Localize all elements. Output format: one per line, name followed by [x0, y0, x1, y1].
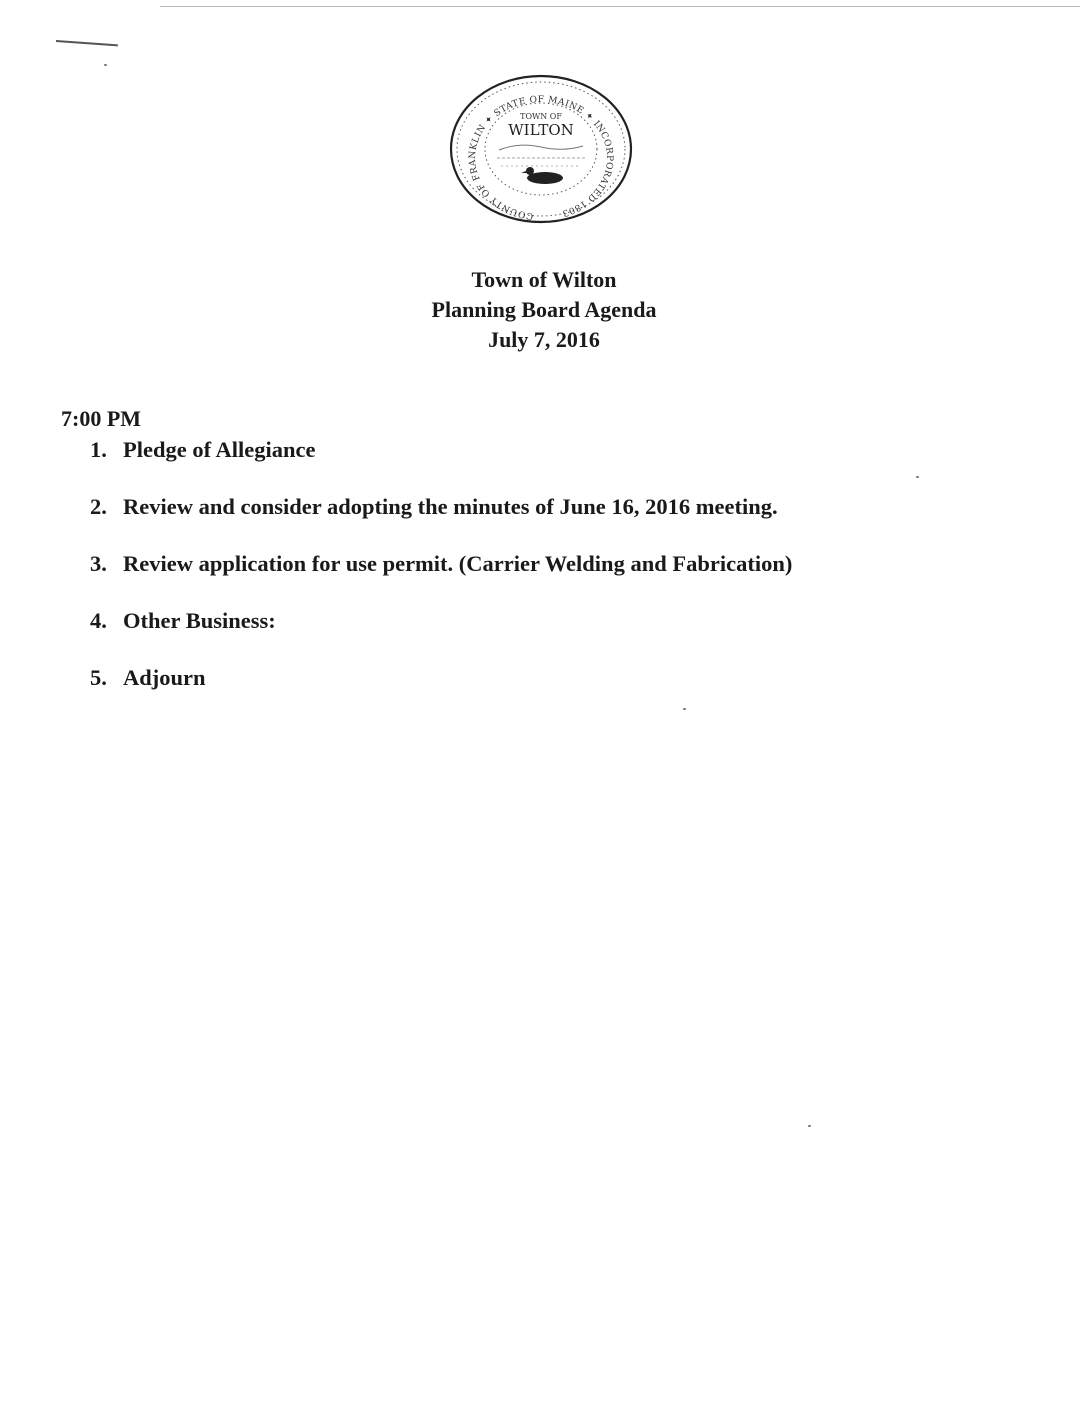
agenda-item-text: Other Business:: [123, 608, 276, 633]
header-date: July 7, 2016: [488, 327, 600, 352]
seal-town-of: TOWN OF: [520, 112, 562, 121]
document-header: [0, 265, 1088, 355]
loon-icon: [521, 167, 563, 184]
scan-speck: [104, 64, 107, 66]
agenda-item-number: 3.: [90, 551, 107, 576]
agenda-item-text: Review application for use permit. (Carrier Welding and Fabrication): [123, 551, 793, 576]
agenda-item-text: Adjourn: [123, 665, 206, 690]
agenda-item-text: Pledge of Allegiance: [123, 437, 316, 462]
town-seal: [449, 74, 633, 224]
seal-town-name: WILTON: [508, 121, 574, 139]
agenda-item-number: 1.: [90, 437, 107, 462]
agenda-item-number: 4.: [90, 608, 107, 633]
seal-outer-text: COUNTY OF FRANKLIN ✦ STATE OF MAINE ✦ INCORPORATED 1803: [467, 94, 615, 221]
agenda-item-number: 5.: [90, 665, 107, 690]
agenda-item-number: 2.: [90, 494, 107, 519]
agenda-list: [90, 435, 792, 720]
agenda-item: [90, 606, 792, 663]
agenda-item: [90, 435, 792, 492]
meeting-time: 7:00 PM: [61, 406, 142, 431]
header-town: Town of Wilton: [471, 267, 617, 292]
scan-speck: [808, 1125, 811, 1127]
scan-mark: [56, 40, 118, 46]
agenda-item: [90, 663, 792, 720]
agenda-item: [90, 492, 792, 549]
header-board: Planning Board Agenda: [431, 297, 657, 322]
scan-edge-line: [160, 6, 1080, 7]
town-seal-graphic: [449, 74, 633, 224]
agenda-item: [90, 549, 792, 606]
agenda-item-text: Review and consider adopting the minutes of June 16, 2016 meeting.: [123, 494, 778, 519]
scan-speck: [916, 476, 919, 478]
